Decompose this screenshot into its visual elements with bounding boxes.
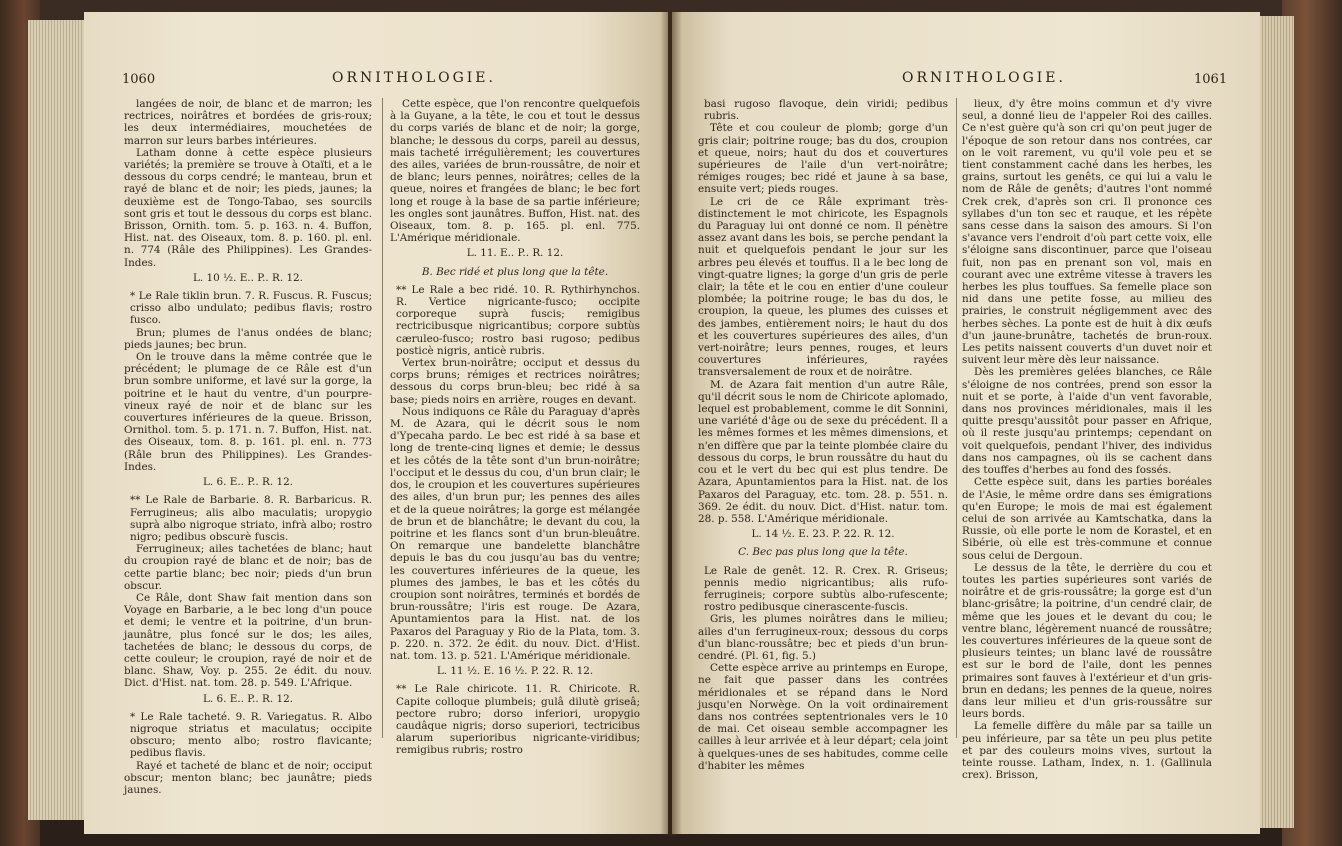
measurements-line: L. 11. E.. P.. R. 12. — [466, 247, 564, 260]
text-column — [962, 98, 1212, 782]
paragraph: M. de Azara fait mention d'un autre Râle, qu'il décrit sous le nom de Chiricote aplomado, lequel est probablement, comme le dit Sonnini, une variété d'âge ou de sexe du précédent. Il a les mêmes formes et les mêmes dimensions, et n'en diffère que par la teinte plombée claire du dessous du corps, le brun roussâtre du haut du cou et le vert du bec qui est plus tendre. De Azara, Apuntamientos para la Hist. nat. de los Paxaros del Paraguay, etc. tom. 28. p. 551. n. 369. 2e édit. du nouv. Dict. d'Hist. natur. tom. 28. p. 558. L'Amérique méridionale. — [698, 378, 948, 525]
paragraph: Ce Râle, dont Shaw fait mention dans son Voyage en Barbarie, a le bec long d'un pouce et demi; le ventre et la poitrine, d'un brun-jaunâtre, plus foncé sur le dos; les ailes, tachetées de blanc; le dessous du corps, de cette couleur; le croupion, rayé de noir et de blanc. Shaw, Voy. p. 255. 2e édit. du nouv. Dict. d'Hist. nat. tom. 28. p. 549. L'Afrique. — [124, 591, 372, 690]
paragraph: Vertex brun-noirâtre; occiput et dessus du corps bruns; rémiges et rectrices noirâtres; dessous du corps brun-bleu; bec ridé à sa base; pieds noirs en arrière, rouges en devant. — [390, 357, 640, 406]
paragraph: langées de noir, de blanc et de marron; les rectrices, noirâtres et bordées de gris-roux; les deux intermédiaires, mouchetées de marron sur leurs barbes intérieures. — [124, 98, 372, 147]
paragraph: Latham donne à cette espèce plusieurs variétés; la première se trouve à Otaïti, et a le dessous du corps cendré; le manteau, brun et rayé de blanc et de noir; les pieds, jaunes; la deuxième est de Tongo-Tabao, ses sourcils sont gris et tout le dessous du corps est blanc. Brisson, Ornith. tom. 5. p. 163. n. 4. Buffon, Hist. nat. des Oiseaux, tom. 8. p. 160. pl. enl. n. 774 (Râle des Philippines). Les Grandes-Indes. — [124, 146, 372, 269]
paragraph: Gris, les plumes noirâtres dans le milieu; ailes d'un ferrugineux-roux; dessous du corps d'un blanc-roussâtre; bec et pieds d'un brun-cendré. (Pl. 61, fig. 5.) — [698, 613, 948, 662]
paragraph: Cette espèce arrive au printemps en Europe, ne fait que passer dans les contrées méridionales et se répand dans le Nord jusqu'en Norwège. On la voit ordinairement dans nos contrées septentrionales vers le 10 de mai. Cet oiseau semble accompagner les cailles à leur arrivée et à leur départ; cela joint à quelques-unes de ses habitudes, comme celle d'habiter les mêmes — [698, 662, 948, 772]
page-edges-left — [28, 20, 88, 820]
measurements-line: L. 10 ½. E.. P.. R. 12. — [193, 271, 303, 284]
section-heading: B. Bec ridé et plus long que la tête. — [421, 265, 609, 278]
species-entry: * Le Rale tiklin brun. 7. R. Fuscus. R. Fuscus; crisso albo undulato; pedibus flavis; rostro fusco. — [130, 290, 372, 327]
paragraph: Le dessus de la tête, le derrière du cou et toutes les parties supérieures sont variés de noirâtre et de gris-roussâtre; la gorge est d'un blanc-grisâtre; la poitrine, d'un cendré clair, de même que les joues et le devant du cou; le ventre blanc, légèrement nuancé de roussâtre; les couvertures inférieures de la queue sont de plusieurs teintes; un blanc lavé de roussâtre est sur le bord de l'aile, dont les pennes primaires sont fauves à l'extérieur et d'un gris-brun en dedans; les pennes de la queue, noires dans leur milieu et d'un gris-roussâtre sur leurs bords. — [962, 561, 1212, 721]
species-entry: Le Rale de genêt. 12. R. Crex. R. Griseus; pennis medio nigricantibus; alis rufo-ferrugineis; corpore subtùs albo-rufescente; rostro pedibusque cinerascente-fuscis. — [704, 564, 948, 614]
book-gutter — [660, 10, 682, 836]
section-heading: C. Bec pas plus long que la tête. — [738, 546, 908, 559]
measurements-line: L. 11 ½. E. 16 ½. P. 22. R. 12. — [436, 665, 594, 678]
paragraph: La femelle diffère du mâle par sa taille un peu inférieure, par sa tête un peu plus petite et par des couleurs moins vives, surtout la teinte rousse. Latham, Index, n. 1. (Gallinula crex). Brisson, — [962, 720, 1212, 782]
text-column — [390, 98, 640, 757]
text-column — [124, 98, 372, 796]
text-column — [698, 98, 948, 772]
column-rule — [382, 98, 383, 738]
species-entry: ** Le Rale chiricote. 11. R. Chiricote. R. Capite colloque plumbeis; gulâ dilutè griseâ; pectore rubro; dorso inferiori, uropygio caudâque nigris; dorso superiori, tectricibus alarum superioribus nigricante-viridibus; remigibus rubris; rostro — [396, 683, 640, 757]
species-entry: * Le Rale tacheté. 9. R. Variegatus. R. Albo nigroque striatus et maculatus; occipite obscuro; mento albo; rostro flavicante; pedibus flavis. — [130, 710, 372, 760]
page-number: 1061 — [1194, 72, 1228, 87]
paragraph: Rayé et tacheté de blanc et de noir; occiput obscur; menton blanc; bec jaunâtre; pieds jaunes. — [124, 759, 372, 796]
left-page — [84, 12, 668, 834]
paragraph: Nous indiquons ce Râle du Paraguay d'après M. de Azara, qui le décrit sous le nom d'Ypecaha pardo. Le bec est ridé à sa base et long de trente-cinq lignes et demie; le dessus et les côtés de la tête sont d'un brun-noirâtre; l'occiput et le dessus du cou, d'un brun clair; le dos, le croupion et les couvertures supérieures des ailes, d'un brun pur; les pennes des ailes et de la queue noirâtres; la gorge est mélangée de brun et de blanchâtre; le devant du cou, la poitrine et les flancs sont d'un brun-bleuâtre. On remarque une bandelette blanchâtre depuis le bas du cou jusqu'au bas du ventre; les couvertures inférieures de la queue, les plumes des jambes, le bas et les côtés du croupion sont noirâtres, terminés et bordés de brun-roussâtre; l'iris est rouge. De Azara, Apuntamientos para la Hist. nat. de los Paxaros del Paraguay y Rio de la Plata, tom. 3. p. 220. n. 372. 2e édit. du nouv. Dict. d'Hist. nat. tom. 13. p. 521. L'Amérique méridionale. — [390, 405, 640, 662]
measurements-line: L. 6. E.. P.. R. 12. — [203, 476, 293, 489]
species-entry: basi rugoso flavoque, dein viridi; pedibus rubris. — [704, 98, 948, 123]
paragraph: Cette espèce, que l'on rencontre quelquefois à la Guyane, a la tête, le cou et tout le dessus du corps variés de blanc et de noir; la gorge, blanche; le dessous du corps, pareil au dessus, mais tacheté irrégulièrement; les couvertures des ailes, variées de brun-roussâtre, de noir et de blanc; leurs pennes, noirâtres; celles de la queue, noires et frangées de blanc; le bec fort long et rouge à la base de sa partie inférieure; les ongles sont jaunâtres. Buffon, Hist. nat. des Oiseaux, tom. 8. p. 165. pl. enl. 775. L'Amérique méridionale. — [390, 98, 640, 245]
paragraph: Le cri de ce Râle exprimant très-distinctement le mot chiricote, les Espagnols du Paraguay lui ont donné ce nom. Il pénètre assez avant dans les bois, se perche pendant la nuit et quelquefois pendant le jour sur les arbres peu élevés et touffus. Il a le bec long de vingt-quatre lignes; la gorge d'un gris de perle clair; la tête et le cou en entier d'une couleur plombée; la poitrine rouge; le bas du dos, le croupion, la queue, les plumes des cuisses et des jambes, entièrement noirs; le haut du dos et les couvertures supérieures des ailes, d'un vert-noirâtre; leurs pennes, rouges, et leurs couvertures inférieures, rayées transversalement de roux et de noirâtre. — [698, 195, 948, 379]
paragraph: Dès les premières gelées blanches, ce Râle s'éloigne de nos contrées, prend son essor la nuit et se porte, à l'aide d'un vent favorable, dans nos provinces méridionales, mais il les quitte presqu'aussitôt pour passer en Afrique, où il reste jusqu'au printemps; cependant on voit quelquefois, pendant l'hiver, des individus dans nos campagnes, où ils se cachent dans des touffes d'herbes au fond des fossés. — [962, 366, 1212, 477]
paragraph: Ferrugineux; ailes tachetées de blanc; haut du croupion rayé de blanc et de noir; bas de cette partie blanc; bec noir; pieds d'un brun obscur. — [124, 543, 372, 592]
running-head: ORNITHOLOGIE. — [902, 70, 1066, 86]
column-rule — [956, 98, 957, 738]
paragraph: Tête et cou couleur de plomb; gorge d'un gris clair; poitrine rouge; bas du dos, croupion et queue, noirs; haut du dos et couvertures supérieures de l'aile d'un vert-noirâtre; rémiges rouges; bec ridé et jaune à sa base, ensuite vert; pieds rouges. — [698, 122, 948, 196]
paragraph: Cette espèce suit, dans les parties boréales de l'Asie, le même ordre dans ses émigrations qu'en Europe; le mois de mai est également celui de son arrivée au Kamtschatka, dans la Russie, où elle porte le nom de Korastel, et en Sibérie, où elle est très-commune et connue sous celui de Dergoun. — [962, 476, 1212, 562]
measurements-line: L. 14 ½. E. 23. P. 22. R. 12. — [751, 528, 895, 541]
paragraph: Brun; plumes de l'anus ondées de blanc; pieds jaunes; bec brun. — [124, 326, 372, 351]
paragraph: lieux, d'y être moins commun et d'y vivre seul, a donné lieu de l'appeler Roi des cailles. Ce n'est guère qu'à son cri qu'on peut juger de l'époque de son retour dans nos contrées, car on le voit rarement, vu qu'il vole peu et se tient constamment caché dans les herbes, les grains, surtout les genêts, ce qui lui a valu le nom de Râle de genêts; d'autres l'ont nommé Crek crek, d'après son cri. Il prononce ces syllabes d'un ton sec et rauque, et les répète sans cesse dans la saison des amours. Si l'on s'avance vers l'endroit d'où part cette voix, elle s'éloigne sans discontinuer, parce que l'oiseau fuit, non pas en prenant son vol, mais en courant avec une extrême vitesse à travers les herbes les plus touffues. Sa femelle place son nid dans une petite fosse, au milieu des prairies, le construit négligemment avec des herbes sèches. La ponte est de huit à dix œufs d'un jaune-brunâtre, tachetés de brun-roux. Les petits naissent couverts d'un duvet noir et suivent leur mère dès leur naissance. — [962, 98, 1212, 367]
measurements-line: L. 6. E.. P.. R. 12. — [203, 692, 293, 705]
paragraph: On le trouve dans la même contrée que le précédent; le plumage de ce Râle est d'un brun sombre uniforme, et lavé sur la gorge, la poitrine et le haut du ventre, d'un pourpre-vineux rayé de noir et de blanc sur les couvertures inférieures de la queue. Brisson, Ornithol. tom. 5. p. 171. n. 7. Buffon, Hist. nat. des Oiseaux, tom. 8. p. 161. pl. enl. n. 773 (Râle brun des Philippines). Les Grandes-Indes. — [124, 351, 372, 473]
right-page — [672, 12, 1260, 834]
running-head: ORNITHOLOGIE. — [332, 70, 496, 86]
species-entry: ** Le Rale de Barbarie. 8. R. Barbaricus. R. Ferrugineus; alis albo maculatis; uropygio suprà albo nigroque striato, infrà albo; rostro nigro; pedibus obscurè fuscis. — [130, 494, 372, 543]
page-number: 1060 — [122, 72, 156, 87]
species-entry: ** Le Rale a bec ridé. 10. R. Rythirhynchos. R. Vertice nigricante-fusco; occipite corporeque suprà fuscis; remigibus rectricibusque nigricantibus; corpore subtùs cæruleo-fusco; rostro basi rugoso; pedibus posticè nigris, anticè rubris. — [396, 283, 640, 357]
